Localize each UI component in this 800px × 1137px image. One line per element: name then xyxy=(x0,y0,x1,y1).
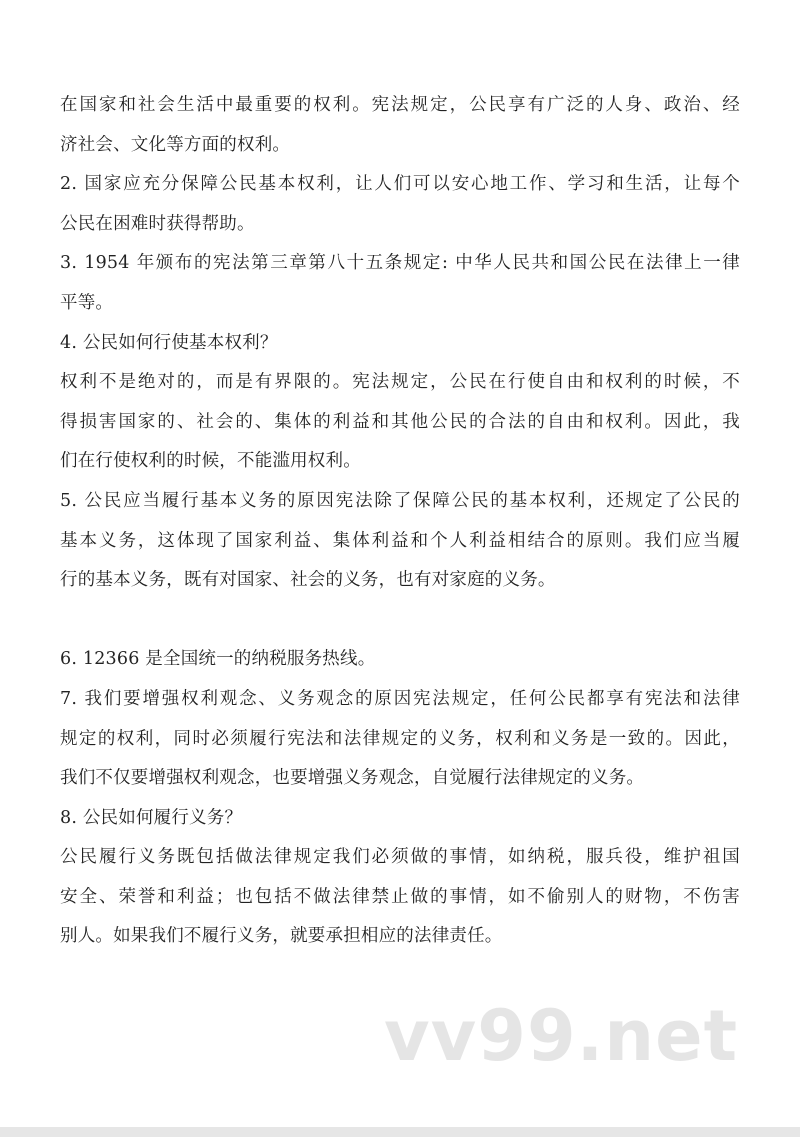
paragraph xyxy=(60,482,740,601)
paragraph xyxy=(60,838,740,957)
document-body xyxy=(60,86,740,957)
paragraph xyxy=(60,680,740,799)
text-line: 6. 12366 是全国统一的纳税服务热线。 xyxy=(60,649,376,670)
text-line: 行的基本义务，既有对国家、社会的义务，也有对家庭的义务。 xyxy=(60,570,556,591)
paragraph xyxy=(60,86,740,165)
paragraph xyxy=(60,165,740,244)
text-line: 7. 我们要增强权利观念、义务观念的原因宪法规定，任何公民都享有宪法和法律 xyxy=(60,688,740,709)
text-line: 公民履行义务既包括做法律规定我们必须做的事情，如纳税，服兵役，维护祖国 xyxy=(60,847,740,868)
text-line: 济社会、文化等方面的权利。 xyxy=(60,134,291,155)
text-line: 8. 公民如何履行义务？ xyxy=(60,807,243,828)
text-line: 5. 公民应当履行基本义务的原因宪法除了保障公民的基本权利，还规定了公民的 xyxy=(60,490,740,511)
text-line: 2. 国家应充分保障公民基本权利，让人们可以安心地工作、学习和生活，让每个 xyxy=(60,174,740,195)
text-line: 别人。如果我们不履行义务，就要承担相应的法律责任。 xyxy=(60,926,503,947)
text-line: 权利不是绝对的，而是有界限的。宪法规定，公民在行使自由和权利的时候，不 xyxy=(60,372,740,393)
text-line: 4. 公民如何行使基本权利？ xyxy=(60,332,278,353)
paragraph xyxy=(60,640,740,680)
watermark: vv99.net xyxy=(384,995,739,1077)
text-line: 规定的权利，同时必须履行宪法和法律规定的义务，权利和义务是一致的。因此， xyxy=(60,728,740,749)
text-line: 平等。 xyxy=(60,292,114,313)
paragraph xyxy=(60,363,740,482)
question-heading xyxy=(60,324,740,364)
paragraph xyxy=(60,244,740,323)
text-line: 公民在困难时获得帮助。 xyxy=(60,213,255,234)
page-bottom-edge xyxy=(0,1127,800,1137)
text-line: 我们不仅要增强权利观念，也要增强义务观念，自觉履行法律规定的义务。 xyxy=(60,768,645,789)
text-line: 安全、荣誉和利益；也包括不做法律禁止做的事情，如不偷别人的财物，不伤害 xyxy=(60,886,740,907)
text-line: 基本义务，这体现了国家利益、集体利益和个人利益相结合的原则。我们应当履 xyxy=(60,530,740,551)
text-line: 3. 1954 年颁布的宪法第三章第八十五条规定: 中华人民共和国公民在法律上一律 xyxy=(60,253,740,274)
text-line: 们在行使权利的时候，不能滥用权利。 xyxy=(60,451,361,472)
blank-line xyxy=(60,601,740,641)
text-line: 在国家和社会生活中最重要的权利。宪法规定，公民享有广泛的人身、政治、经 xyxy=(60,95,740,115)
text-line: 得损害国家的、社会的、集体的利益和其他公民的合法的自由和权利。因此，我 xyxy=(60,411,740,432)
question-heading xyxy=(60,799,740,839)
